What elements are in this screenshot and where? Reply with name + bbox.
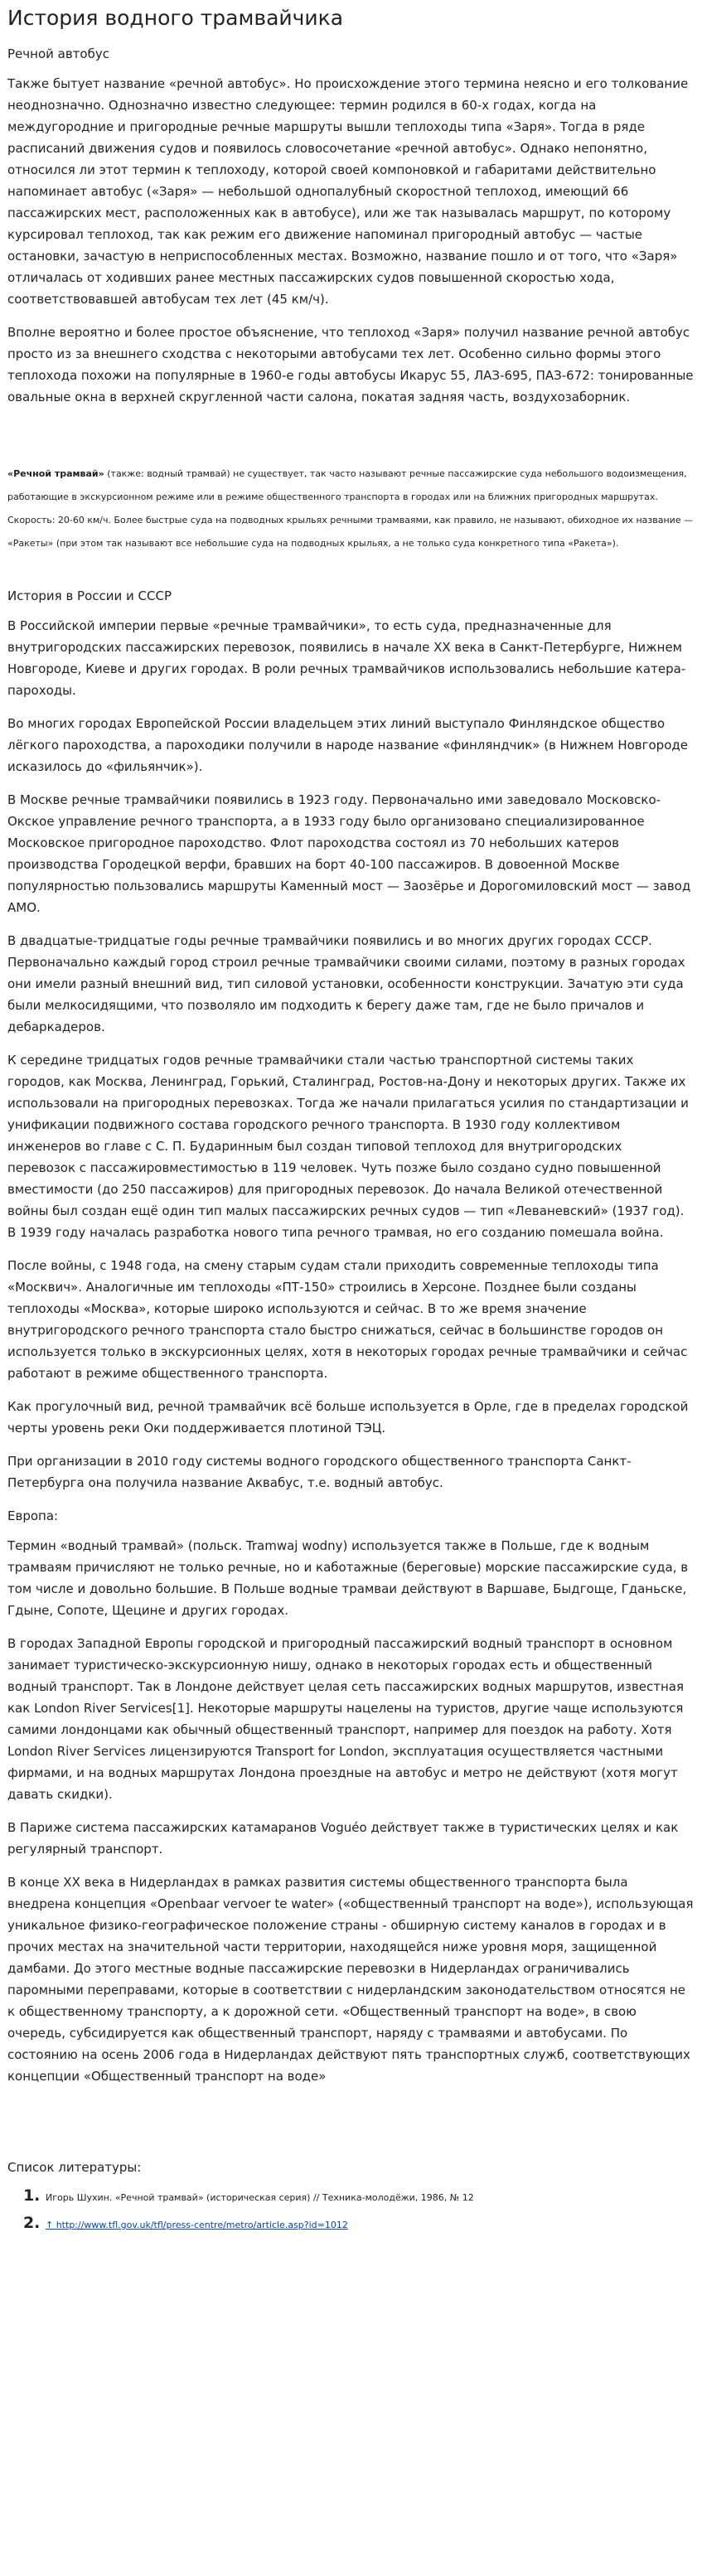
europe-paragraph: В Париже система пассажирских катамаранов Voguéo действует также в туристических целях и как регулярный транспорт. [7, 1820, 679, 1857]
europe-paragraph: Термин «водный трамвай» (польск. Tramwaj wodny) используется также в Польше, где к водным трамваям причисляют не только речные, но и каботажные (береговые) морские пассажирские суда, в том числе и довольно большие. В Польше водные трамваи действуют в Варшаве, Быдгоще, Гданьске, Гдыне, Сопоте, Щецине и других городах. [7, 1538, 689, 1618]
note-text: (также: водный трамвай) не существует, так часто называют речные пассажирские суда небольшого водоизмещения, работающие в экскурсионном режиме или в режиме общественного транспорта в городах или на ближних пригородных маршрутах. Скорость: 20-60 км/ч. Более быстрые суда на подводных крыльях речными трамваями, как правило, не называют, обиходное их название — «Ракеты» (при этом так называют все небольшие суда на подводных крыльях, а не только суда конкретного типа «Ракета»). [7, 468, 694, 549]
europe-paragraph: В конце XX века в Нидерландах в рамках развития системы общественного транспорта была внедрена концепция «Openbaar vervoer te water» («общественный транспорт на воде»), использующая уникальное физико-географическое положение страны - обширную систему каналов в городах и в прочих местах на значительной части территории, находящейся ниже уровня моря, защищенной дамбами. До этого местные водные пассажирские перевозки в Нидерландах ограничивались паромными переправами, которые в соответствии с нидерландским законодательством относятся не к общественному транспорту, а к дорожной сети. «Общественный транспорт на воде», в свою очередь, субсидируется как общественный транспорт, наряду с трамваями и автобусами. По состоянию на осень 2006 года в Нидерландах действуют пять транспортных служб, соответствующих концепции «Общественный транспорт на воде» [7, 1875, 694, 2084]
russia-paragraph: В двадцатые-тридцатые годы речные трамвайчики появились и во многих других городах СССР. Первоначально каждый город строил речные трамвайчики своими силами, поэтому в разных городах они имели разный внешний вид, тип силовой установки, особенности конструкции. Зачатую эти суда были мелкосидящими, что позволяло им подходить к берегу даже там, где не было причалов и дебаркадеров. [7, 933, 685, 1034]
reference-text: Игорь Шухин. «Речной трамвай» (историческая серия) // Техника-молодёжи, 1986, № 12 [46, 2192, 474, 2203]
reference-item [46, 2183, 694, 2210]
intro-paragraph-1: Также бытует название «речной автобус». Но происхождение этого термина неясно и его толкование неоднозначно. Однозначно известно следующее: термин родился в 60-х годах, когда на междугородние и пригородные речные маршруты вышли теплоходы типа «Заря». Тогда в ряде расписаний движения судов и появилось словосочетание «речной автобус». Однако непонятно, относился ли этот термин к теплоходу, которой своей компоновкой и габаритами действительно напоминает автобус («Заря» — небольшой однопалубный скоростной теплоход, имеющий 66 пассажирских мест, расположенных как в автобусе), или же так называлась маршрут, по которому курсировал теплоход, так как режим его движение напоминал пригородный автобус — частые остановки, зачастую в неприспособленных местах. Возможно, название пошло и от того, что «Заря» отличалась от ходивших ранее местных пассажирских судов повышенной скоростью хода, соответствовавшей автобусам тех лет (45 км/ч). [7, 76, 689, 307]
references-list [7, 2183, 694, 2238]
definition-note [7, 462, 694, 555]
intro-paragraph-2: Вполне вероятно и более простое объяснение, что теплоход «Заря» получил название речной автобус просто из за внешнего сходства с некоторыми автобусами тех лет. Особенно сильно формы этого теплохода похожи на популярные в 1960-е годы автобусы Икарус 55, ЛАЗ-695, ПАЗ-672: тонированные овальные окна в верхней скругленной части салона, покатая задняя часть, воздухозаборник. [7, 325, 694, 404]
russia-paragraph: К середине тридцатых годов речные трамвайчики стали частью транспортной системы таких городов, как Москва, Ленинград, Горький, Сталинград, Ростов-на-Дону и некоторых других. Также их использовали на пригородных перевозках. Тогда же начали прилагаться усилия по стандартизации и унификации подвижного состава городского речного транспорта. В 1930 году коллективом инженеров во главе с С. П. Бударинным был создан типовой теплоход для внутригородских перевозок с пассажировместимостью в 119 человек. Чуть позже было создано судно повышенной вместимости (до 250 пассажиров) для пригородных перевозок. До начала Великой отечественной войны был создан ещё один тип малых пассажирских речных судов — тип «Леваневский» (1937 год). В 1939 году началась разработка нового типа речного трамвая, но его созданию помешала война. [7, 1053, 689, 1240]
europe-paragraph: В городах Западной Европы городской и пригородный пассажирский водный транспорт в основном занимает туристическо-экскурсионную нишу, однако в некоторых городах есть и общественный водный транспорт. Так в Лондоне действует целая сеть пассажирских водных маршрутов, известная как London River Services[1]. Некоторые маршруты нацелены на туристов, другие чаще используются самими лондонцами как обычный общественный транспорт, например для поездок на работу. Хотя London River Services лицензируются Transport for London, эксплуатация осуществляется частными фирмами, и на водных маршрутах Лондона проездные на автобус и метро не действуют (хотя могут давать скидки). [7, 1636, 684, 1802]
russia-heading: История в России и СССР [7, 588, 172, 603]
russia-paragraph: В Российской империи первые «речные трамвайчики», то есть суда, предназначенные для внутригородских пассажирских перевозок, появились в начале XX века в Санкт-Петербурге, Нижнем Новгороде, Киеве и других городах. В роли речных трамвайчиков использовались небольшие катера-пароходы. [7, 618, 686, 698]
note-term: «Речной трамвай» [7, 468, 104, 479]
russia-paragraph: Во многих городах Европейской России владельцем этих линий выступало Финляндское общество лёгкого пароходства, а пароходики получили в народе название «финляндчик» (в Нижнем Новгороде исказилось до «фильянчик»). [7, 716, 688, 774]
references-heading: Список литературы: [7, 2160, 142, 2175]
russia-paragraph: В Москве речные трамвайчики появились в 1923 году. Первоначально ими заведовало Московско-Окское управление речного транспорта, а в 1933 году было организовано специализированное Московское пригородное пароходство. Флот пароходства состоял из 70 небольших катеров производства Городецкой верфи, бравших на борт 40-100 пассажиров. В довоенной Москве популярностью пользовались маршруты Каменный мост — Заозёрье и Дорогомиловский мост — завод АМО. [7, 792, 691, 915]
section-subtitle: Речной автобус [7, 46, 109, 61]
russia-paragraph: Как прогулочный вид, речной трамвайчик всё больше используется в Орле, где в пределах городской черты уровень реки Оки поддерживается плотиной ТЭЦ. [7, 1399, 689, 1436]
russia-paragraph: При организации в 2010 году системы водного городского общественного транспорта Санкт-Петербурга она получила название Аквабус, т.е. водный автобус. [7, 1454, 632, 1490]
page-title: История водного трамвайчика [7, 6, 344, 30]
reference-item [46, 2210, 694, 2238]
russia-paragraph: После войны, с 1948 года, на смену старым судам стали приходить современные теплоходы типа «Москвич». Аналогичные им теплоходы «ПТ-150» строились в Херсоне. Позднее были созданы теплоходы «Москва», которые широко используются и сейчас. В то же время значение внутригородского речного транспорта стало быстро снижаться, сейчас в большинстве городов он используется только в экскурсионных целях, хотя в некоторых городах речные трамвайчики и сейчас работают в режиме общественного транспорта. [7, 1258, 688, 1381]
europe-heading: Европа: [7, 1508, 59, 1523]
reference-link[interactable]: ↑ http://www.tfl.gov.uk/tfl/press-centre/metro/article.asp?id=1012 [46, 2220, 348, 2230]
